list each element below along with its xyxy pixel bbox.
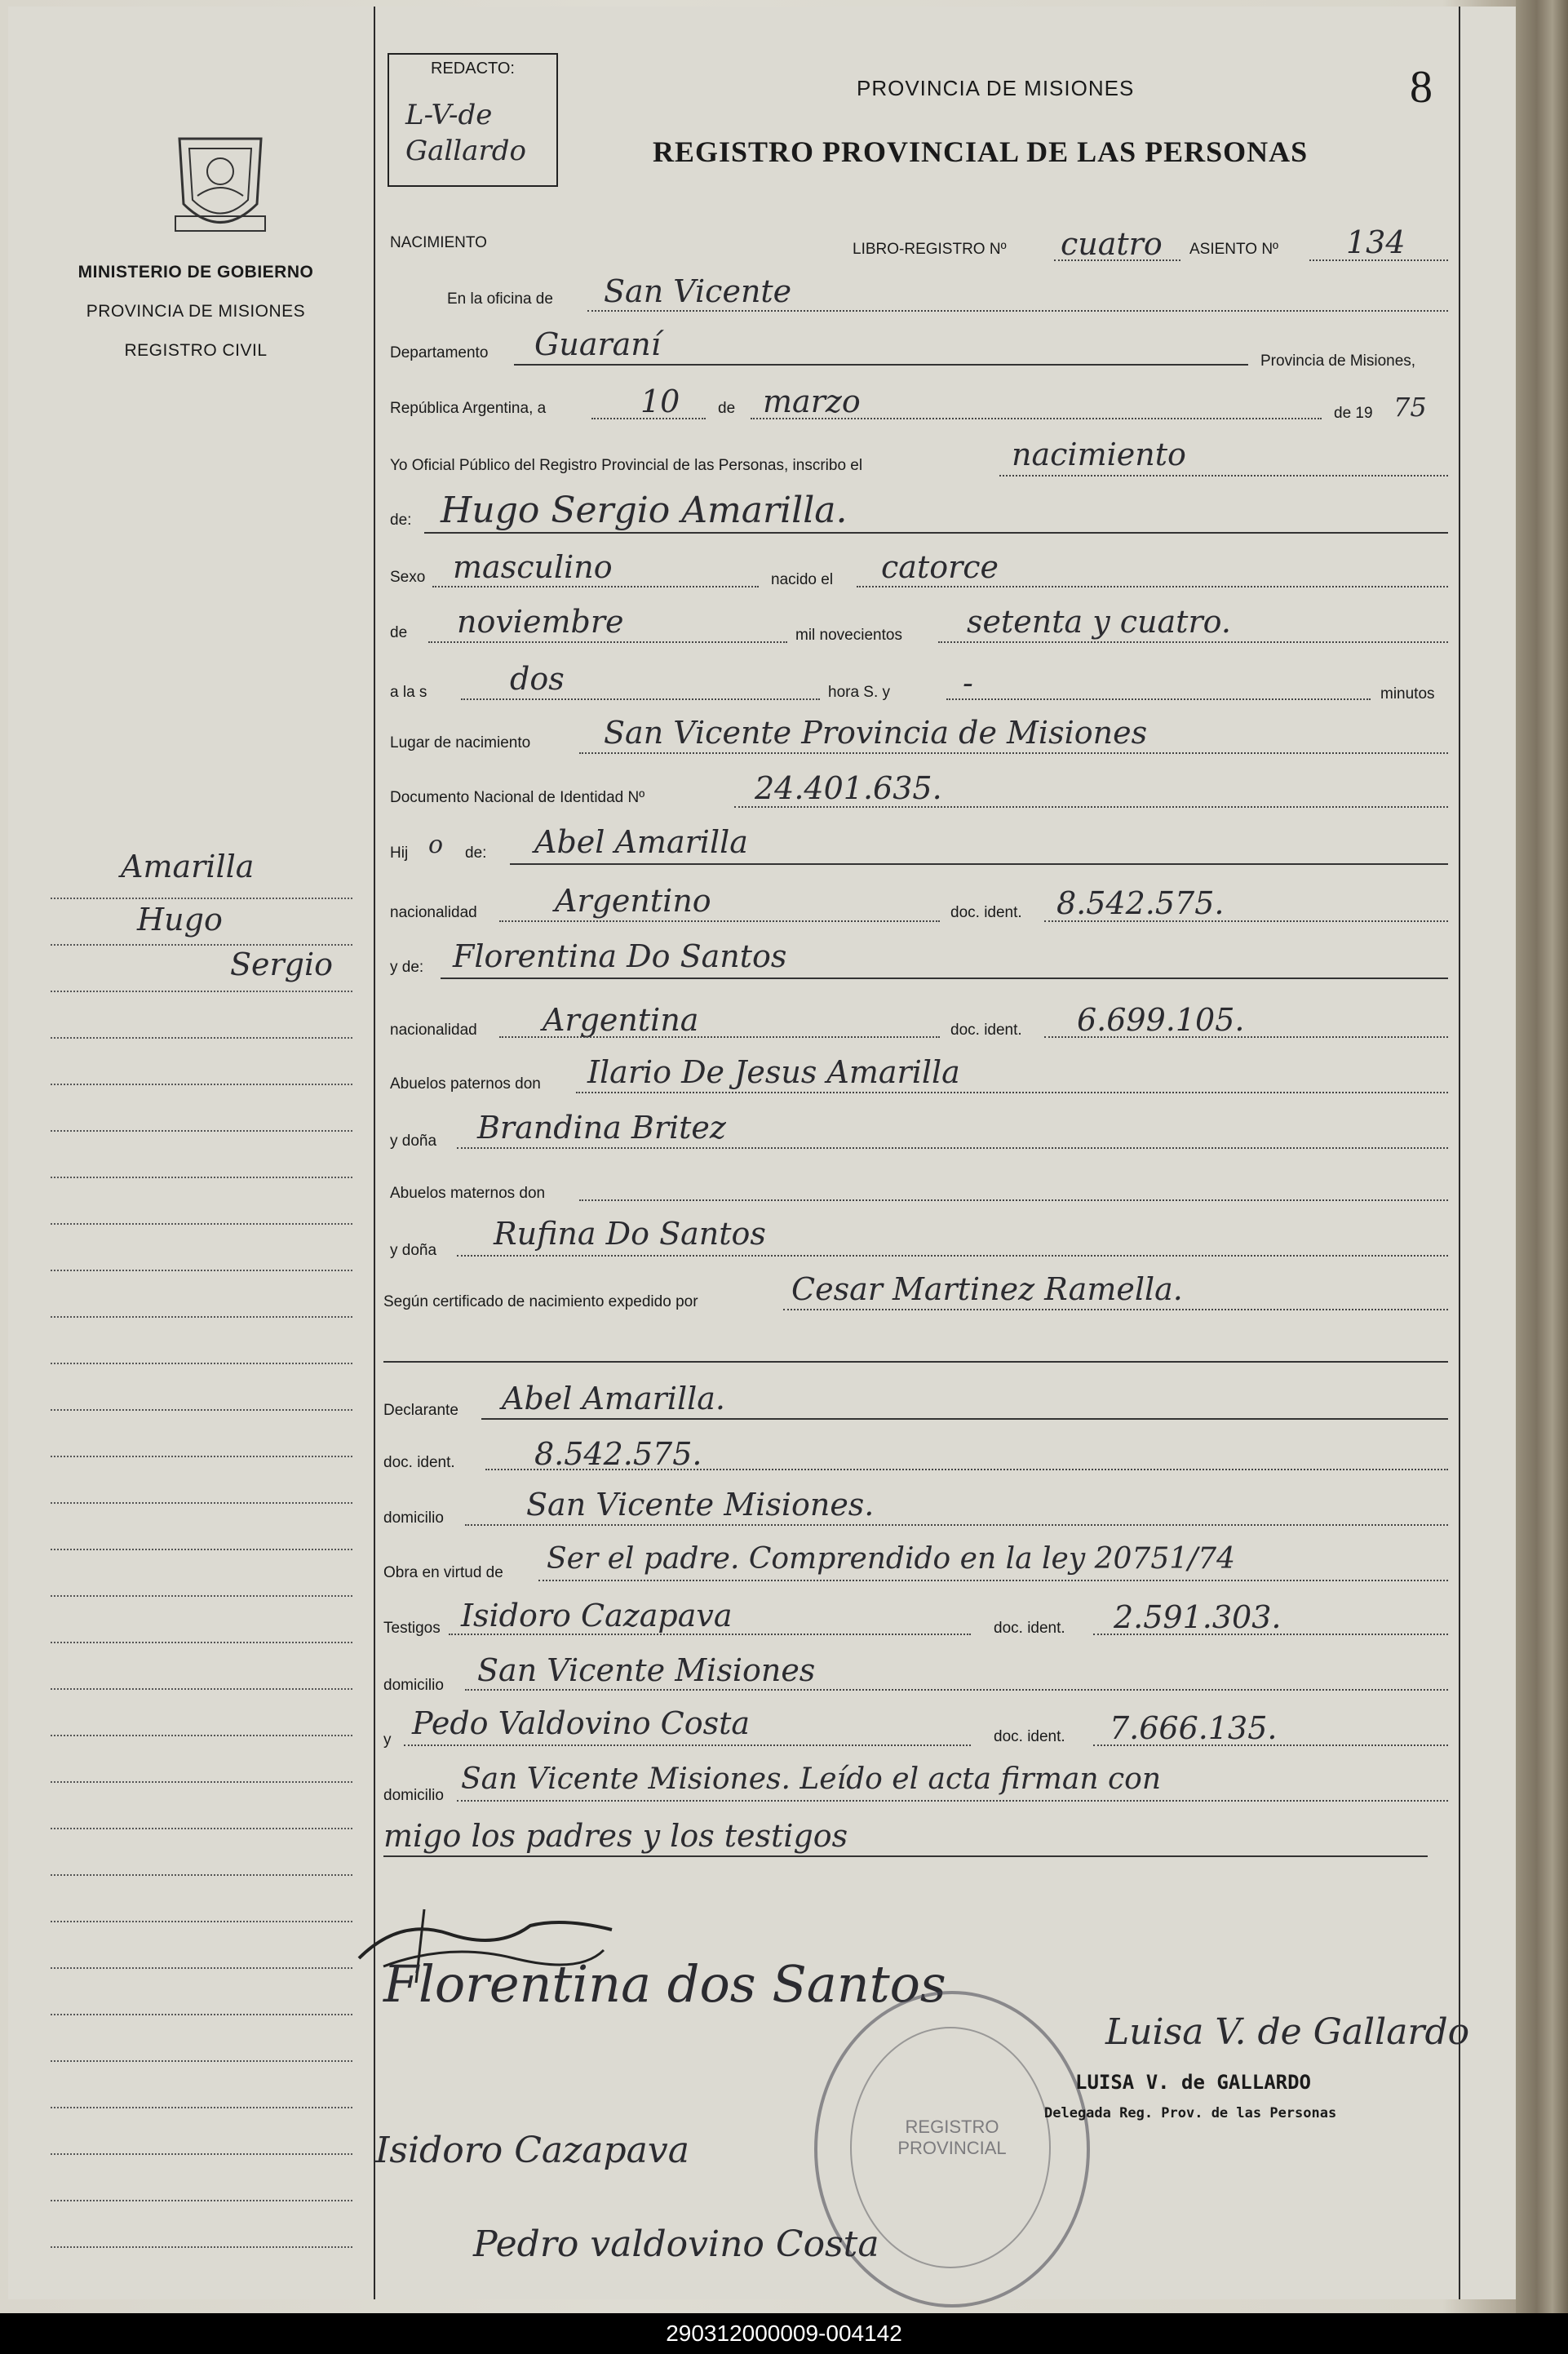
margin-ruled-line [51, 1967, 352, 1969]
witness1-doc-label: doc. ident. [994, 1620, 1065, 1637]
dni-line [734, 806, 1448, 808]
official-title: Delegada Reg. Prov. de las Personas [1044, 2105, 1337, 2121]
day-value: 10 [640, 383, 680, 419]
witness2-signature: Pedro valdovino Costa [473, 2223, 879, 2265]
margin-ruled-line [51, 991, 352, 992]
birth-month-de-label: de [390, 624, 408, 641]
asiento-value: 134 [1346, 224, 1406, 260]
inscribo-label: Yo Oficial Público del Registro Provincial de las Personas, inscribo el [390, 457, 863, 474]
father-doc-line [1044, 920, 1448, 922]
margin-civil-registry: REGISTRO CIVIL [124, 341, 268, 360]
margin-ruled-line [51, 898, 352, 899]
hour-line [461, 698, 820, 700]
paternal-grandfather: Ilario De Jesus Amarilla [587, 1054, 960, 1090]
margin-ruled-line [51, 2107, 352, 2108]
departamento-value: Guaraní [534, 326, 661, 362]
declarante-line [481, 1418, 1448, 1420]
declarante-doc-label: doc. ident. [383, 1454, 455, 1471]
ala-label: a la s [390, 684, 427, 701]
margin-ruled-line [51, 1177, 352, 1178]
declarante-value: Abel Amarilla. [502, 1381, 725, 1416]
hijo-de-label: de: [465, 845, 487, 862]
libro-line [1054, 259, 1180, 261]
margin-ruled-line [51, 1270, 352, 1271]
province-heading: PROVINCIA DE MISIONES [857, 76, 1135, 100]
margin-ruled-line [51, 1502, 352, 1504]
province-emblem-icon [163, 122, 277, 245]
paternal-grandmother: Brandina Britez [477, 1110, 726, 1146]
father-doc: 8.542.575. [1056, 885, 1225, 921]
official-signature: Luisa V. de Gallardo [1105, 2011, 1470, 2053]
dni-value: 24.401.635. [755, 770, 942, 806]
witness2-name: Pedo Valdovino Costa [412, 1705, 751, 1741]
ministry-title: MINISTERIO DE GOBIERNO [78, 263, 314, 282]
margin-ruled-line [51, 1037, 352, 1039]
witness1-domicilio-line [465, 1689, 1448, 1691]
sexo-label: Sexo [390, 569, 426, 586]
witness2-doc: 7.666.135. [1110, 1710, 1278, 1746]
birth-month: noviembre [457, 604, 624, 640]
margin-ruled-line [51, 2060, 352, 2062]
father-doc-label: doc. ident. [950, 904, 1022, 921]
departamento-label: Departamento [390, 344, 489, 361]
redacto-stamp-box [388, 53, 558, 187]
paternal-grandmother-label: y doña [390, 1133, 437, 1150]
official-name: LUISA V. de GALLARDO [1075, 2071, 1311, 2094]
hour-value: dos [510, 661, 565, 697]
margin-ruled-line [51, 1223, 352, 1225]
redacto-value: L-V-de Gallardo [405, 99, 526, 167]
mother-nationality: Argentina [543, 1002, 699, 1038]
minutes-line [946, 698, 1371, 700]
libro-value: cuatro [1061, 226, 1163, 262]
hora-label: hora S. y [828, 684, 891, 701]
minutos-label: minutos [1380, 685, 1435, 703]
book-edge [1516, 0, 1568, 2313]
margin-province: PROVINCIA DE MISIONES [86, 302, 306, 321]
witness1-doc: 2.591.303. [1114, 1599, 1282, 1635]
witness1-domicilio: San Vicente Misiones [477, 1652, 816, 1688]
margin-ruled-line [51, 1642, 352, 1643]
blank-line-1 [383, 1361, 1448, 1363]
witness1-signature: Isidoro Cazapava [375, 2130, 689, 2171]
year-value: 75 [1393, 392, 1427, 423]
witness1-name: Isidoro Cazapava [461, 1598, 733, 1634]
month-value: marzo [763, 383, 861, 419]
witness2-line [404, 1744, 971, 1746]
closing-line [383, 1855, 1428, 1857]
year-label: de 19 [1334, 405, 1373, 422]
sexo-value: masculino [453, 549, 613, 585]
seal-text: REGISTRO PROVINCIAL [897, 2117, 1007, 2158]
witness2-domicilio-line [457, 1800, 1448, 1802]
mother-line [441, 978, 1448, 979]
testigos-label: Testigos [383, 1620, 441, 1637]
nacido-value: catorce [881, 549, 999, 585]
witness1-domicilio-label: domicilio [383, 1677, 444, 1694]
libro-label: LIBRO-REGISTRO Nº [853, 241, 1007, 258]
witness1-line [449, 1634, 971, 1635]
father-line [510, 863, 1448, 865]
declarante-label: Declarante [383, 1402, 458, 1419]
paternal-grandmother-line [457, 1147, 1448, 1149]
margin-ruled-line [51, 1874, 352, 1876]
birth-year-words: setenta y cuatro. [967, 604, 1231, 640]
sexo-line [432, 586, 759, 587]
father-nat-line [499, 920, 940, 922]
father-nat-label: nacionalidad [390, 904, 477, 921]
obra-line [538, 1580, 1448, 1581]
obra-value: Ser el padre. Comprendido en la ley 20751/74 [547, 1542, 1236, 1576]
abuelos-mat-label: Abuelos maternos don [390, 1185, 546, 1202]
mother-name: Florentina Do Santos [453, 938, 787, 974]
registry-title: REGISTRO PROVINCIAL DE LAS PERSONAS [653, 135, 1309, 168]
margin-ruled-line [51, 1549, 352, 1550]
margin-ruled-line [51, 2153, 352, 2155]
margin-surname: Amarilla [121, 849, 255, 884]
margin-ruled-line [51, 2200, 352, 2201]
oficina-line [587, 310, 1448, 312]
right-border-line [1459, 7, 1460, 2299]
margin-ruled-line [51, 1595, 352, 1597]
mother-doc-line [1044, 1036, 1448, 1038]
margin-second-name: Sergio [230, 946, 334, 982]
maternal-grandmother-line [457, 1255, 1448, 1257]
margin-ruled-line [51, 1735, 352, 1736]
witness2-doc-label: doc. ident. [994, 1728, 1065, 1745]
day-line [591, 418, 706, 419]
certificado-line [783, 1309, 1448, 1310]
maternal-grandfather-line [579, 1199, 1448, 1201]
margin-ruled-line [51, 1921, 352, 1922]
declarante-doc-line [485, 1469, 1448, 1470]
margin-ruled-line [51, 1316, 352, 1318]
name-line [424, 532, 1448, 534]
father-name: Abel Amarilla [534, 824, 748, 860]
declarante-doc: 8.542.575. [534, 1436, 702, 1472]
month-line [751, 418, 1322, 419]
mother-yde-label: y de: [390, 959, 424, 976]
name-de-label: de: [390, 512, 412, 529]
inscribo-value: nacimiento [1012, 437, 1186, 472]
certificado-label: Según certificado de nacimiento expedido por [383, 1293, 698, 1310]
oficina-value: San Vicente [604, 273, 792, 309]
hijo-label: Hij [390, 845, 409, 862]
margin-first-name: Hugo [137, 902, 223, 938]
margin-ruled-line [51, 1781, 352, 1783]
closing-text: migo los padres y los testigos [383, 1818, 848, 1854]
witness2-doc-line [1093, 1744, 1448, 1746]
certificado-value: Cesar Martinez Ramella. [791, 1271, 1183, 1307]
margin-ruled-line [51, 1688, 352, 1690]
minutes-value: - [963, 665, 973, 701]
witness2-domicilio-label: domicilio [383, 1787, 444, 1804]
lugar-value: San Vicente Provincia de Misiones [604, 715, 1148, 751]
margin-ruled-line [51, 1456, 352, 1457]
mother-nat-label: nacionalidad [390, 1022, 477, 1039]
mother-doc: 6.699.105. [1077, 1002, 1245, 1038]
document-id-footer: 290312000009-004142 [0, 2313, 1568, 2354]
oficina-label: En la oficina de [447, 290, 553, 308]
witness2-y-label: y [383, 1731, 392, 1749]
asiento-line [1309, 259, 1448, 261]
birth-year-line [938, 641, 1448, 643]
maternal-grandmother: Rufina Do Santos [494, 1216, 766, 1252]
redacto-label: REDACTO: [431, 60, 515, 78]
mother-nat-line [499, 1036, 940, 1038]
lugar-label: Lugar de nacimiento [390, 734, 531, 751]
paternal-grandfather-line [576, 1092, 1448, 1093]
registered-name: Hugo Sergio Amarilla. [441, 490, 848, 531]
margin-ruled-line [51, 1363, 352, 1364]
dni-label: Documento Nacional de Identidad Nº [390, 789, 645, 806]
declarante-domicilio-line [465, 1524, 1448, 1526]
provincia-suffix: Provincia de Misiones, [1260, 352, 1416, 370]
margin-ruled-line [51, 944, 352, 946]
page-number: 8 [1410, 62, 1433, 113]
margin-ruled-line [51, 1409, 352, 1411]
de-label: de [718, 400, 736, 417]
inscribo-line [999, 475, 1448, 477]
departamento-line [514, 364, 1248, 366]
margin-ruled-line [51, 2014, 352, 2015]
witness2-domicilio: San Vicente Misiones. Leído el acta firman con [461, 1762, 1162, 1796]
maternal-grandmother-label: y doña [390, 1242, 437, 1259]
republica-label: República Argentina, a [390, 400, 547, 417]
asiento-label: ASIENTO Nº [1189, 241, 1278, 258]
hijo-o: o [428, 831, 444, 859]
margin-ruled-line [51, 1130, 352, 1132]
mother-signature: Florentina dos Santos [383, 1954, 946, 2014]
margin-ruled-line [51, 1084, 352, 1085]
lugar-line [579, 752, 1448, 754]
birth-month-line [428, 641, 787, 643]
obra-label: Obra en virtud de [383, 1564, 503, 1581]
mother-doc-label: doc. ident. [950, 1022, 1022, 1039]
mil-novecientos-label: mil novecientos [795, 627, 902, 644]
margin-ruled-line [51, 1828, 352, 1829]
declarante-domicilio: San Vicente Misiones. [526, 1487, 875, 1523]
nacido-label: nacido el [771, 571, 834, 588]
declarante-domicilio-label: domicilio [383, 1509, 444, 1527]
nacimiento-label: NACIMIENTO [390, 234, 487, 251]
abuelos-pat-label: Abuelos paternos don [390, 1075, 541, 1093]
father-nationality: Argentino [555, 883, 711, 919]
nacido-line [857, 586, 1448, 587]
witness1-doc-line [1093, 1634, 1448, 1635]
margin-ruled-line [51, 2246, 352, 2248]
